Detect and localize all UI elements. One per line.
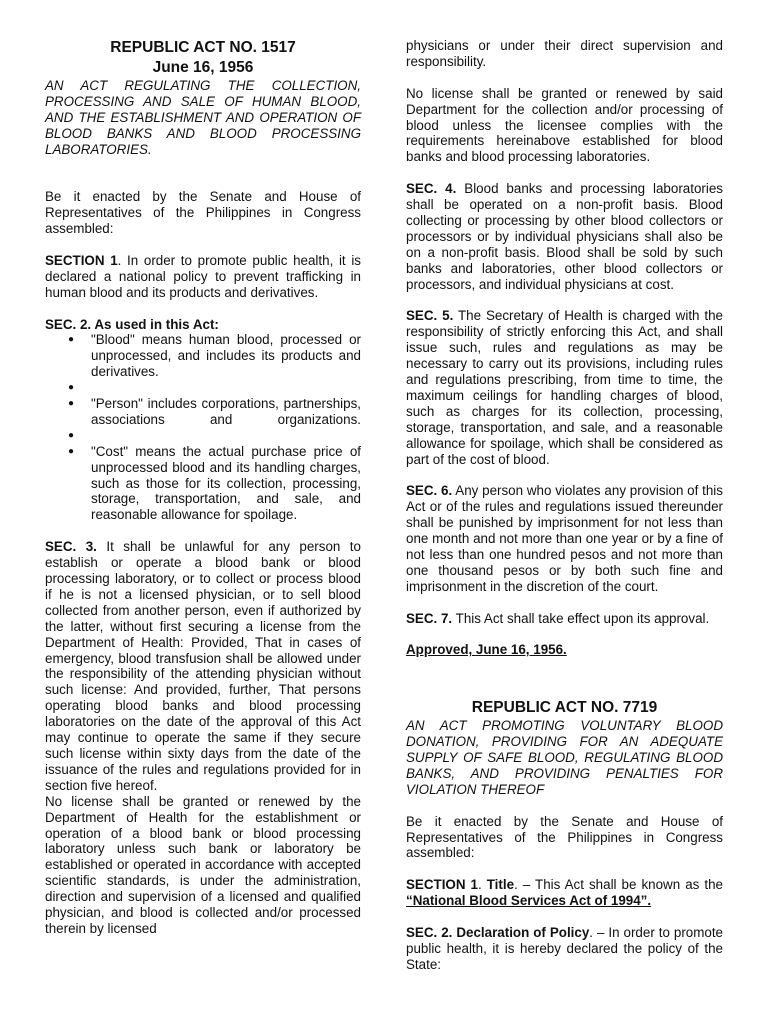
definition-cost: ● "Cost" means the actual purchase price of unprocessed blood and its handling charges, such as those for its collection, processing, storage, transportation, and sale, and reasonable allowance for spoilage. — [45, 444, 361, 524]
ra7719-title: REPUBLIC ACT NO. 7719 — [471, 699, 658, 717]
section-1-text: . In order to promote public health, it is declared a national policy to prevent trafficking in human blood and its products and derivatives. — [45, 252, 361, 300]
section-3 — [45, 539, 361, 794]
ra7719-enacting-clause: Be it enacted by the Senate and House of Representatives of the Philippines in Congress assembled: — [406, 813, 723, 861]
section-5 — [406, 308, 723, 467]
section-7 — [406, 611, 723, 627]
ra7719-section-2: SEC. 2. Declaration of Policy. – In order to promote public health, it is hereby declared the policy of the State: — [406, 924, 723, 972]
ra7719-section-1: SECTION 1. Title. – This Act shall be known as the “National Blood Services Act of 1994”. — [406, 877, 723, 909]
ra7719-subtitle: AN ACT PROMOTING VOLUNTARY BLOOD DONATION, PROVIDING FOR AN ADEQUATE SUPPLY OF SAFE BLOOD, REGULATING BLOOD BANKS, AND PROVIDING PENALTIES FOR VIOLATION THEREOF — [406, 718, 723, 797]
definition-empty — [45, 428, 361, 444]
definitions-list — [45, 332, 361, 523]
ra1517-title: REPUBLIC ACT NO. 1517 — [110, 39, 296, 56]
section-2-heading: SEC. 2. As used in this Act: — [45, 316, 219, 332]
section-5-text: The Secretary of Health is charged with the responsibility of strictly enforcing this Act, and shall issue such, rules and regulations as may be necessary to carry out its provisions, including rules and regulations prescribing, from time to time, the maximum ceilings for handling charges of blood, such as charges for its collection, processing, storage, transportation, and sale, and a reasonable allowance for spoilage, which shall be considered as part of the cost of blood. — [406, 308, 723, 467]
right-column — [406, 0, 723, 973]
section-3-label: SEC. 3. — [45, 539, 97, 555]
approved-line: Approved, June 16, 1956. — [406, 642, 567, 658]
section-1 — [45, 253, 361, 301]
section-3-license-para: No license shall be granted or renewed by the Department of Health for the establishment or operation of a blood bank or blood processing laboratory unless such bank or laboratory be established or operated in accordance with accepted scientific standards, is under the administration, direction and supervision of a licensed and qualified physician, and blood is collected and/or processed therein by licensed — [45, 793, 361, 936]
short-title: “National Blood Services Act of 1994”. — [406, 893, 652, 909]
left-column — [45, 0, 361, 937]
section-7-label: SEC. 7. — [406, 610, 453, 626]
continuation-text: physicians or under their direct supervision and responsibility. — [406, 38, 723, 69]
section-6-label: SEC. 6. — [406, 483, 453, 499]
ra1517-date: June 16, 1956 — [152, 59, 254, 76]
enacting-clause: Be it enacted by the Senate and House of Representatives of the Philippines in Congress assembled: — [45, 189, 361, 237]
ra1517-subtitle: AN ACT REGULATING THE COLLECTION, PROCESSING AND SALE OF HUMAN BLOOD, AND THE ESTABLISHMENT AND OPERATION OF BLOOD BANKS AND BLOOD PROCESSING LABORATORIES. — [45, 78, 361, 157]
section-6 — [406, 483, 723, 594]
section-3-text: It shall be unlawful for any person to establish or operate a blood bank or blood processing laboratory, or to collect or process blood if he is not a licensed physician, or to sell blood collected from another person, even if authorized by the latter, without first securing a license from the Department of Health: Provided, That in cases of emergency, blood transfusion shall be allowed under the responsibility of the attending physician without such license: And provided, further, That persons operating blood banks and blood processing laboratories on the date of the approval of this Act may continue to operate the same if they secure such license within sixty days from the date of the issuance of the rules and regulations provided for in section five hereof. — [45, 539, 361, 793]
section-6-text: Any person who violates any provision of this Act or of the rules and regulations issued thereunder shall be punished by imprisonment for not less than one month and not more than one year or by a fine of not less than one hundred pesos and not more than one thousand pesos or by both such fine and imprisonment in the discretion of the court. — [406, 483, 723, 594]
license-paragraph: No license shall be granted or renewed by said Department for the collection and/or processing of blood unless the licensee complies with the requirements hereinabove established for blood banks and blood processing laboratories. — [406, 85, 723, 165]
definition-person: ● "Person" includes corporations, partnerships, associations and organizations. — [45, 396, 361, 428]
section-7-text: This Act shall take effect upon its approval. — [452, 610, 710, 626]
definition-empty — [45, 380, 361, 396]
section-5-label: SEC. 5. — [406, 308, 454, 324]
section-4-label: SEC. 4. — [406, 181, 457, 197]
section-1-label: SECTION 1 — [45, 252, 118, 268]
section-4 — [406, 181, 723, 292]
definition-blood: ● "Blood" means human blood, processed or unprocessed, and includes its products and derivatives. — [45, 332, 361, 380]
section-4-text: Blood banks and processing laboratories shall be operated on a non-profit basis. Blood collecting or processing by other blood collectors or processors or by individual physicians shall also be on a non-profit basis. Blood shall be sold by such banks and laboratories, other blood collectors or processors, and individual physicians at cost. — [406, 181, 723, 292]
